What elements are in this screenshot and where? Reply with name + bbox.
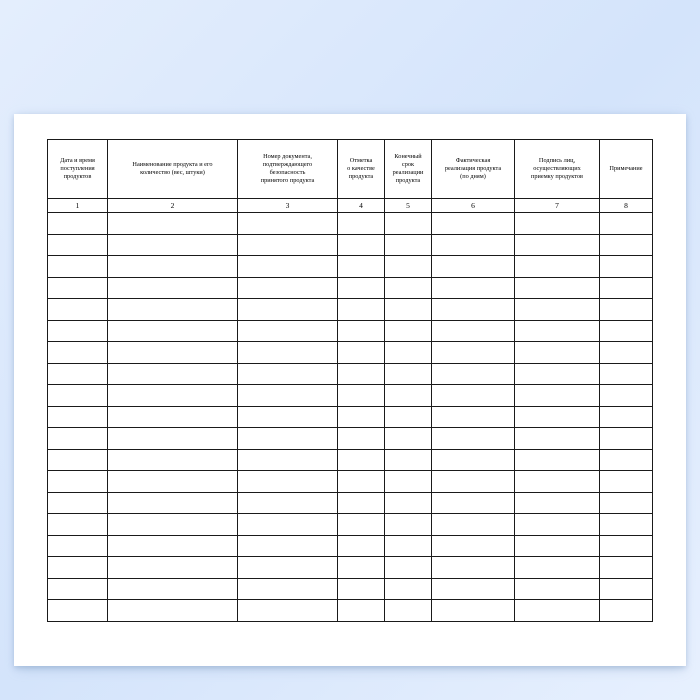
table-row <box>48 492 653 514</box>
table-cell-empty <box>48 363 108 385</box>
table-cell-empty <box>432 320 515 342</box>
table-cell-empty <box>385 256 432 278</box>
table-cell-empty <box>385 471 432 493</box>
table-cell-empty <box>515 578 600 600</box>
table-cell-empty <box>338 406 385 428</box>
table-cell-empty <box>515 557 600 579</box>
table-cell-empty <box>432 492 515 514</box>
table-cell-empty <box>108 363 238 385</box>
table-cell-empty <box>432 363 515 385</box>
table-cell-empty <box>432 428 515 450</box>
table-cell-empty <box>515 514 600 536</box>
table-cell-empty <box>338 492 385 514</box>
table-row <box>48 406 653 428</box>
table-cell-empty <box>600 277 653 299</box>
table-cell-empty <box>48 299 108 321</box>
table-cell-empty <box>108 320 238 342</box>
table-row <box>48 514 653 536</box>
table-cell-empty <box>338 299 385 321</box>
document-page <box>14 114 686 666</box>
table-cell-empty <box>432 449 515 471</box>
table-cell-empty <box>515 428 600 450</box>
table-cell-empty <box>432 535 515 557</box>
table-cell-empty <box>238 449 338 471</box>
table-row <box>48 449 653 471</box>
table-cell-empty <box>385 363 432 385</box>
table-cell-empty <box>432 406 515 428</box>
table-cell-empty <box>338 234 385 256</box>
table-cell-empty <box>600 234 653 256</box>
column-number-1: 1 <box>48 199 108 213</box>
table-cell-empty <box>432 277 515 299</box>
table-row <box>48 578 653 600</box>
table-cell-empty <box>515 449 600 471</box>
column-header-8: Примечание <box>600 140 653 199</box>
table-cell-empty <box>238 406 338 428</box>
table-row <box>48 213 653 235</box>
table-row <box>48 234 653 256</box>
table-cell-empty <box>515 363 600 385</box>
table-cell-empty <box>338 514 385 536</box>
table-cell-empty <box>238 256 338 278</box>
table-cell-empty <box>108 342 238 364</box>
table-row <box>48 277 653 299</box>
table-cell-empty <box>238 514 338 536</box>
table-cell-empty <box>515 535 600 557</box>
table-row <box>48 342 653 364</box>
table-cell-empty <box>385 385 432 407</box>
table-cell-empty <box>238 213 338 235</box>
table-cell-empty <box>432 471 515 493</box>
table-cell-empty <box>338 213 385 235</box>
table-cell-empty <box>108 256 238 278</box>
table-cell-empty <box>48 578 108 600</box>
table-cell-empty <box>600 256 653 278</box>
table-cell-empty <box>48 471 108 493</box>
table-cell-empty <box>108 449 238 471</box>
table-cell-empty <box>108 471 238 493</box>
table-cell-empty <box>338 428 385 450</box>
table-cell-empty <box>238 492 338 514</box>
table-cell-empty <box>48 385 108 407</box>
table-cell-empty <box>432 299 515 321</box>
table-cell-empty <box>338 363 385 385</box>
table-area <box>47 139 652 622</box>
table-cell-empty <box>48 406 108 428</box>
table-cell-empty <box>432 514 515 536</box>
column-header-7: Подпись лиц, осуществляющих приемку продуктов <box>515 140 600 199</box>
table-cell-empty <box>385 600 432 622</box>
table-cell-empty <box>338 578 385 600</box>
column-header-5: Конечный срок реализации продукта <box>385 140 432 199</box>
table-cell-empty <box>600 514 653 536</box>
journal-table <box>47 139 653 622</box>
table-cell-empty <box>48 535 108 557</box>
table-cell-empty <box>338 256 385 278</box>
table-cell-empty <box>48 600 108 622</box>
table-cell-empty <box>515 234 600 256</box>
table-cell-empty <box>600 578 653 600</box>
table-cell-empty <box>432 385 515 407</box>
table-body <box>48 213 653 622</box>
column-number-7: 7 <box>515 199 600 213</box>
table-row <box>48 600 653 622</box>
table-cell-empty <box>338 385 385 407</box>
table-cell-empty <box>338 535 385 557</box>
column-header-4: Отметка о качестве продукта <box>338 140 385 199</box>
table-cell-empty <box>432 600 515 622</box>
table-cell-empty <box>108 299 238 321</box>
table-cell-empty <box>338 471 385 493</box>
table-cell-empty <box>515 385 600 407</box>
column-number-8: 8 <box>600 199 653 213</box>
table-cell-empty <box>238 600 338 622</box>
table-cell-empty <box>108 385 238 407</box>
table-cell-empty <box>238 428 338 450</box>
table-cell-empty <box>432 256 515 278</box>
column-number-6: 6 <box>432 199 515 213</box>
table-cell-empty <box>338 277 385 299</box>
table-cell-empty <box>338 320 385 342</box>
table-cell-empty <box>515 471 600 493</box>
table-cell-empty <box>385 342 432 364</box>
table-cell-empty <box>600 406 653 428</box>
table-cell-empty <box>600 449 653 471</box>
table-cell-empty <box>600 471 653 493</box>
table-cell-empty <box>338 557 385 579</box>
table-cell-empty <box>385 492 432 514</box>
column-header-3: Номер документа, подтверждающего безопасность принятого продукта <box>238 140 338 199</box>
table-cell-empty <box>48 320 108 342</box>
table-cell-empty <box>515 213 600 235</box>
table-cell-empty <box>338 342 385 364</box>
table-cell-empty <box>108 492 238 514</box>
table-cell-empty <box>108 428 238 450</box>
table-cell-empty <box>432 213 515 235</box>
table-cell-empty <box>338 449 385 471</box>
table-cell-empty <box>432 557 515 579</box>
column-number-4: 4 <box>338 199 385 213</box>
table-cell-empty <box>48 234 108 256</box>
column-number-5: 5 <box>385 199 432 213</box>
table-cell-empty <box>48 514 108 536</box>
table-row <box>48 535 653 557</box>
column-number-3: 3 <box>238 199 338 213</box>
table-cell-empty <box>48 342 108 364</box>
table-cell-empty <box>515 277 600 299</box>
column-number-2: 2 <box>108 199 238 213</box>
table-cell-empty <box>108 557 238 579</box>
table-cell-empty <box>48 428 108 450</box>
table-cell-empty <box>48 277 108 299</box>
table-cell-empty <box>48 557 108 579</box>
table-cell-empty <box>48 492 108 514</box>
table-cell-empty <box>48 256 108 278</box>
column-number-row <box>48 199 653 213</box>
table-cell-empty <box>238 578 338 600</box>
table-cell-empty <box>385 428 432 450</box>
table-cell-empty <box>385 578 432 600</box>
table-cell-empty <box>600 385 653 407</box>
table-cell-empty <box>108 277 238 299</box>
table-cell-empty <box>432 342 515 364</box>
table-cell-empty <box>385 406 432 428</box>
table-cell-empty <box>385 449 432 471</box>
table-cell-empty <box>385 320 432 342</box>
table-cell-empty <box>515 406 600 428</box>
table-row <box>48 320 653 342</box>
table-cell-empty <box>600 600 653 622</box>
table-cell-empty <box>238 557 338 579</box>
table-cell-empty <box>108 535 238 557</box>
table-cell-empty <box>432 234 515 256</box>
table-cell-empty <box>385 234 432 256</box>
table-cell-empty <box>48 213 108 235</box>
table-cell-empty <box>238 471 338 493</box>
table-row <box>48 471 653 493</box>
table-cell-empty <box>108 234 238 256</box>
table-cell-empty <box>48 449 108 471</box>
table-cell-empty <box>238 363 338 385</box>
table-cell-empty <box>238 299 338 321</box>
table-cell-empty <box>600 320 653 342</box>
column-header-1: Дата и время поступления продуктов <box>48 140 108 199</box>
table-cell-empty <box>108 514 238 536</box>
table-cell-empty <box>600 363 653 385</box>
table-cell-empty <box>385 557 432 579</box>
column-header-6: Фактическая реализация продукта (по дням) <box>432 140 515 199</box>
table-cell-empty <box>385 299 432 321</box>
table-cell-empty <box>385 277 432 299</box>
table-cell-empty <box>385 514 432 536</box>
table-cell-empty <box>238 234 338 256</box>
table-header-row <box>48 140 653 199</box>
table-cell-empty <box>338 600 385 622</box>
table-row <box>48 363 653 385</box>
table-row <box>48 256 653 278</box>
table-cell-empty <box>385 213 432 235</box>
table-cell-empty <box>385 535 432 557</box>
table-cell-empty <box>432 578 515 600</box>
table-cell-empty <box>238 277 338 299</box>
table-cell-empty <box>515 342 600 364</box>
table-cell-empty <box>600 557 653 579</box>
table-cell-empty <box>515 256 600 278</box>
table-cell-empty <box>600 535 653 557</box>
table-cell-empty <box>515 600 600 622</box>
table-cell-empty <box>108 600 238 622</box>
table-row <box>48 385 653 407</box>
table-cell-empty <box>238 320 338 342</box>
table-cell-empty <box>515 320 600 342</box>
table-cell-empty <box>108 578 238 600</box>
table-cell-empty <box>238 342 338 364</box>
table-row <box>48 299 653 321</box>
table-cell-empty <box>600 213 653 235</box>
table-cell-empty <box>238 535 338 557</box>
table-row <box>48 428 653 450</box>
table-cell-empty <box>515 299 600 321</box>
table-cell-empty <box>238 385 338 407</box>
column-header-2: Наименование продукта и его количество (вес, штуки) <box>108 140 238 199</box>
table-row <box>48 557 653 579</box>
table-cell-empty <box>600 299 653 321</box>
table-cell-empty <box>515 492 600 514</box>
table-cell-empty <box>108 213 238 235</box>
table-cell-empty <box>600 428 653 450</box>
table-cell-empty <box>600 342 653 364</box>
table-cell-empty <box>600 492 653 514</box>
table-cell-empty <box>108 406 238 428</box>
